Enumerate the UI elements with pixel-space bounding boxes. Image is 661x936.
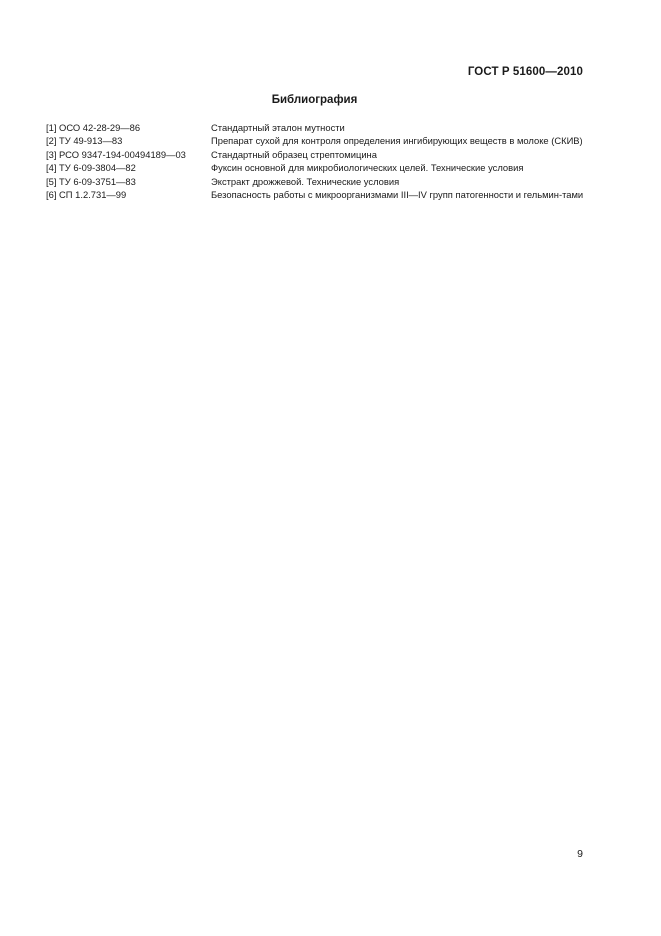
- bibliography-description: Стандартный образец стрептомицина: [211, 148, 377, 160]
- bibliography-entry: [46, 162, 586, 173]
- bibliography-entry: [46, 189, 586, 200]
- bibliography-ref: [1] ОСО 42-28-29—86: [46, 122, 141, 133]
- bibliography-description: Фуксин основной для микробиологических целей. Технические условия: [211, 162, 524, 174]
- bibliography-description: Препарат сухой для контроля определения ингибирующих веществ в молоке (СКИВ): [211, 135, 583, 147]
- bibliography-entry: [46, 122, 586, 133]
- bibliography-list: [46, 122, 586, 202]
- bibliography-ref: [3] РСО 9347-194-00494189—03: [46, 148, 186, 160]
- bibliography-entry: [46, 135, 586, 146]
- bibliography-ref: [5] ТУ 6-09-3751—83: [46, 175, 136, 187]
- bibliography-ref: [2] ТУ 49-913—83: [46, 135, 123, 147]
- bibliography-ref: [6] СП 1.2.731—99: [46, 189, 127, 201]
- bibliography-description: Безопасность работы с микроорганизмами III—IV групп патогенности и гельмин-тами: [211, 189, 584, 201]
- page-number: 9: [577, 848, 583, 860]
- section-title: [0, 94, 661, 106]
- bibliography-ref: [4] ТУ 6-09-3804—82: [46, 162, 136, 174]
- bibliography-entry: [46, 149, 586, 160]
- bibliography-entry: [46, 176, 586, 187]
- bibliography-description: Экстракт дрожжевой. Технические условия: [211, 175, 400, 187]
- section-title-text: Библиография: [271, 94, 358, 106]
- bibliography-description: Стандартный эталон мутности: [211, 122, 345, 133]
- document-code: ГОСТ Р 51600—2010: [467, 66, 583, 78]
